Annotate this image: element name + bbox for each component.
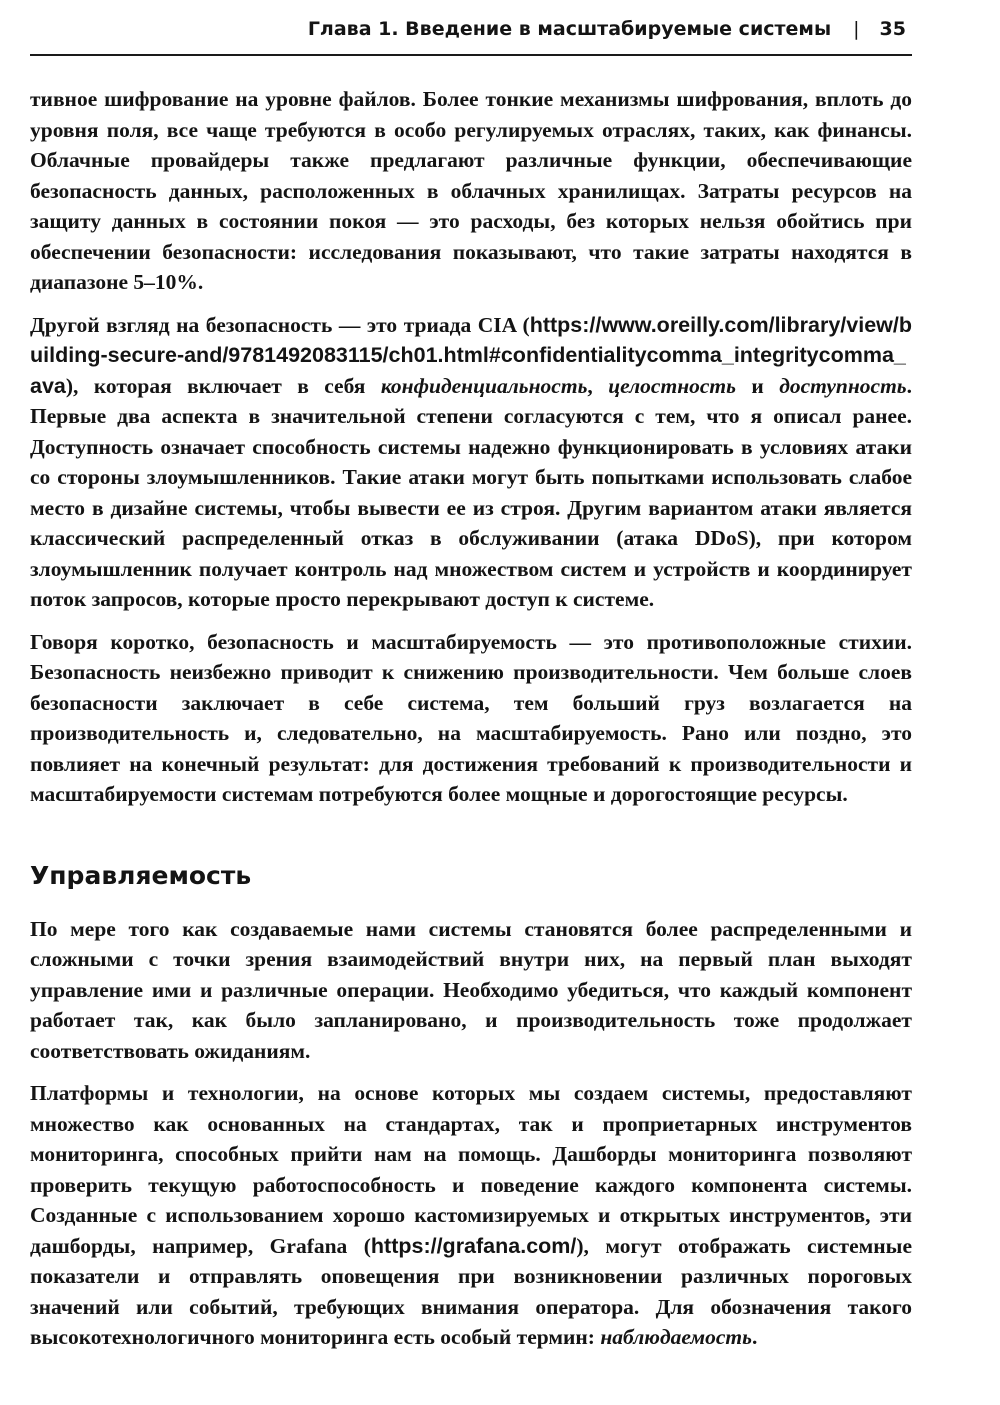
chapter-title: Глава 1. Введение в масштабируемые системы (307, 18, 832, 40)
term-confidentiality: конфиденциальность (380, 373, 588, 398)
cia-triad-link[interactable]: https://www.oreilly.com/library/view/building-secure-and/9781492083115/ch01.html#confidentialitycomma_integritycomma_ava (30, 312, 912, 398)
header-rule (30, 54, 912, 56)
paragraph-5 (30, 1078, 912, 1353)
term-availability: доступность (779, 373, 907, 398)
paragraph-2-text-5: . Первые два аспекта в значительной степени согласуются с тем, что я описал ранее. Доступность означает способность системы надежно функционировать в условиях атаки со стороны злоумышленников. Такие атаки могут быть попытками использовать слабое место в дизайне системы, чтобы вывести ее из строя. Другим вариантом атаки является классический распределенный отказ в обслуживании (атака DDoS), при котором злоумышленник получает контроль над множеством систем и устройств и координирует поток запросов, которые просто перекрывают доступ к системе. (30, 373, 912, 611)
paragraph-2-text-1: Другой взгляд на безопасность — это триада CIA ( (30, 312, 530, 337)
paragraph-5-text-1: Платформы и технологии, на основе которых мы создаем системы, предоставляют множество как основанных на стандартах, так и проприетарных инструментов мониторинга, способных прийти нам на помощь. Дашборды мониторинга позволяют проверить текущую работоспособность и поведение каждого компонента системы. Созданные с использованием хорошо кастомизируемых и открытых инструментов, эти дашборды, например, Grafana ( (30, 1081, 912, 1258)
paragraph-2-text-4: и (735, 373, 780, 398)
term-integrity: целостность (608, 373, 736, 398)
paragraph-3: Говоря коротко, безопасность и масштабируемость — это противоположные стихии. Безопасность неизбежно приводит к снижению производительности. Чем больше слоев безопасности заключает в себе система, тем больший груз возлагается на производительность и, следовательно, на масштабируемость. Рано или поздно, это повлияет на конечный результат: для достижения требований к производительности и масштабируемости системам потребуются более мощные и дорогостоящие ресурсы. (30, 629, 912, 806)
paragraph-5-text-3: . (751, 1325, 758, 1349)
term-observability: наблюдаемость (600, 1325, 752, 1349)
paragraph-5-text-2: ), могут отображать системные показатели и отправлять оповещения при возникновении различных пороговых значений или событий, требующих внимания оператора. Для обозначения такого высокотехнологичного мониторинга есть особый термин: (30, 1233, 912, 1349)
header-separator: | (853, 18, 860, 40)
running-header (30, 18, 912, 50)
paragraph-2 (30, 310, 912, 615)
grafana-link[interactable]: https://grafana.com/ (370, 1233, 577, 1258)
paragraph-2-text-2: ), которая включает в себя (65, 373, 381, 398)
page-number: 35 (879, 18, 906, 40)
paragraph-4: По мере того как создаваемые нами системы становятся более распределенными и сложными с точки зрения взаимодействий внутри них, на первый план выходят управление ими и различные операции. Необходимо убедиться, что каждый компонент работает так, как было запланировано, и производительность тоже продолжает соответствовать ожиданиям. (30, 916, 912, 1063)
section-title-manageability: Управляемость (30, 860, 252, 890)
paragraph-2-text-3: , (587, 373, 609, 398)
paragraph-1: тивное шифрование на уровне файлов. Более тонкие механизмы шифрования, вплоть до уровня поля, все чаще требуются в особо регулируемых отраслях, таких, как финансы. Облачные провайдеры также предлагают различные функции, обеспечивающие безопасность данных, расположенных в облачных хранилищах. Затраты ресурсов на защиту данных в состоянии покоя — это расходы, без которых нельзя обойтись при обеспечении безопасности: исследования показывают, что такие затраты находятся в диапазоне 5–10%. (30, 87, 912, 294)
book-page (30, 18, 912, 1353)
